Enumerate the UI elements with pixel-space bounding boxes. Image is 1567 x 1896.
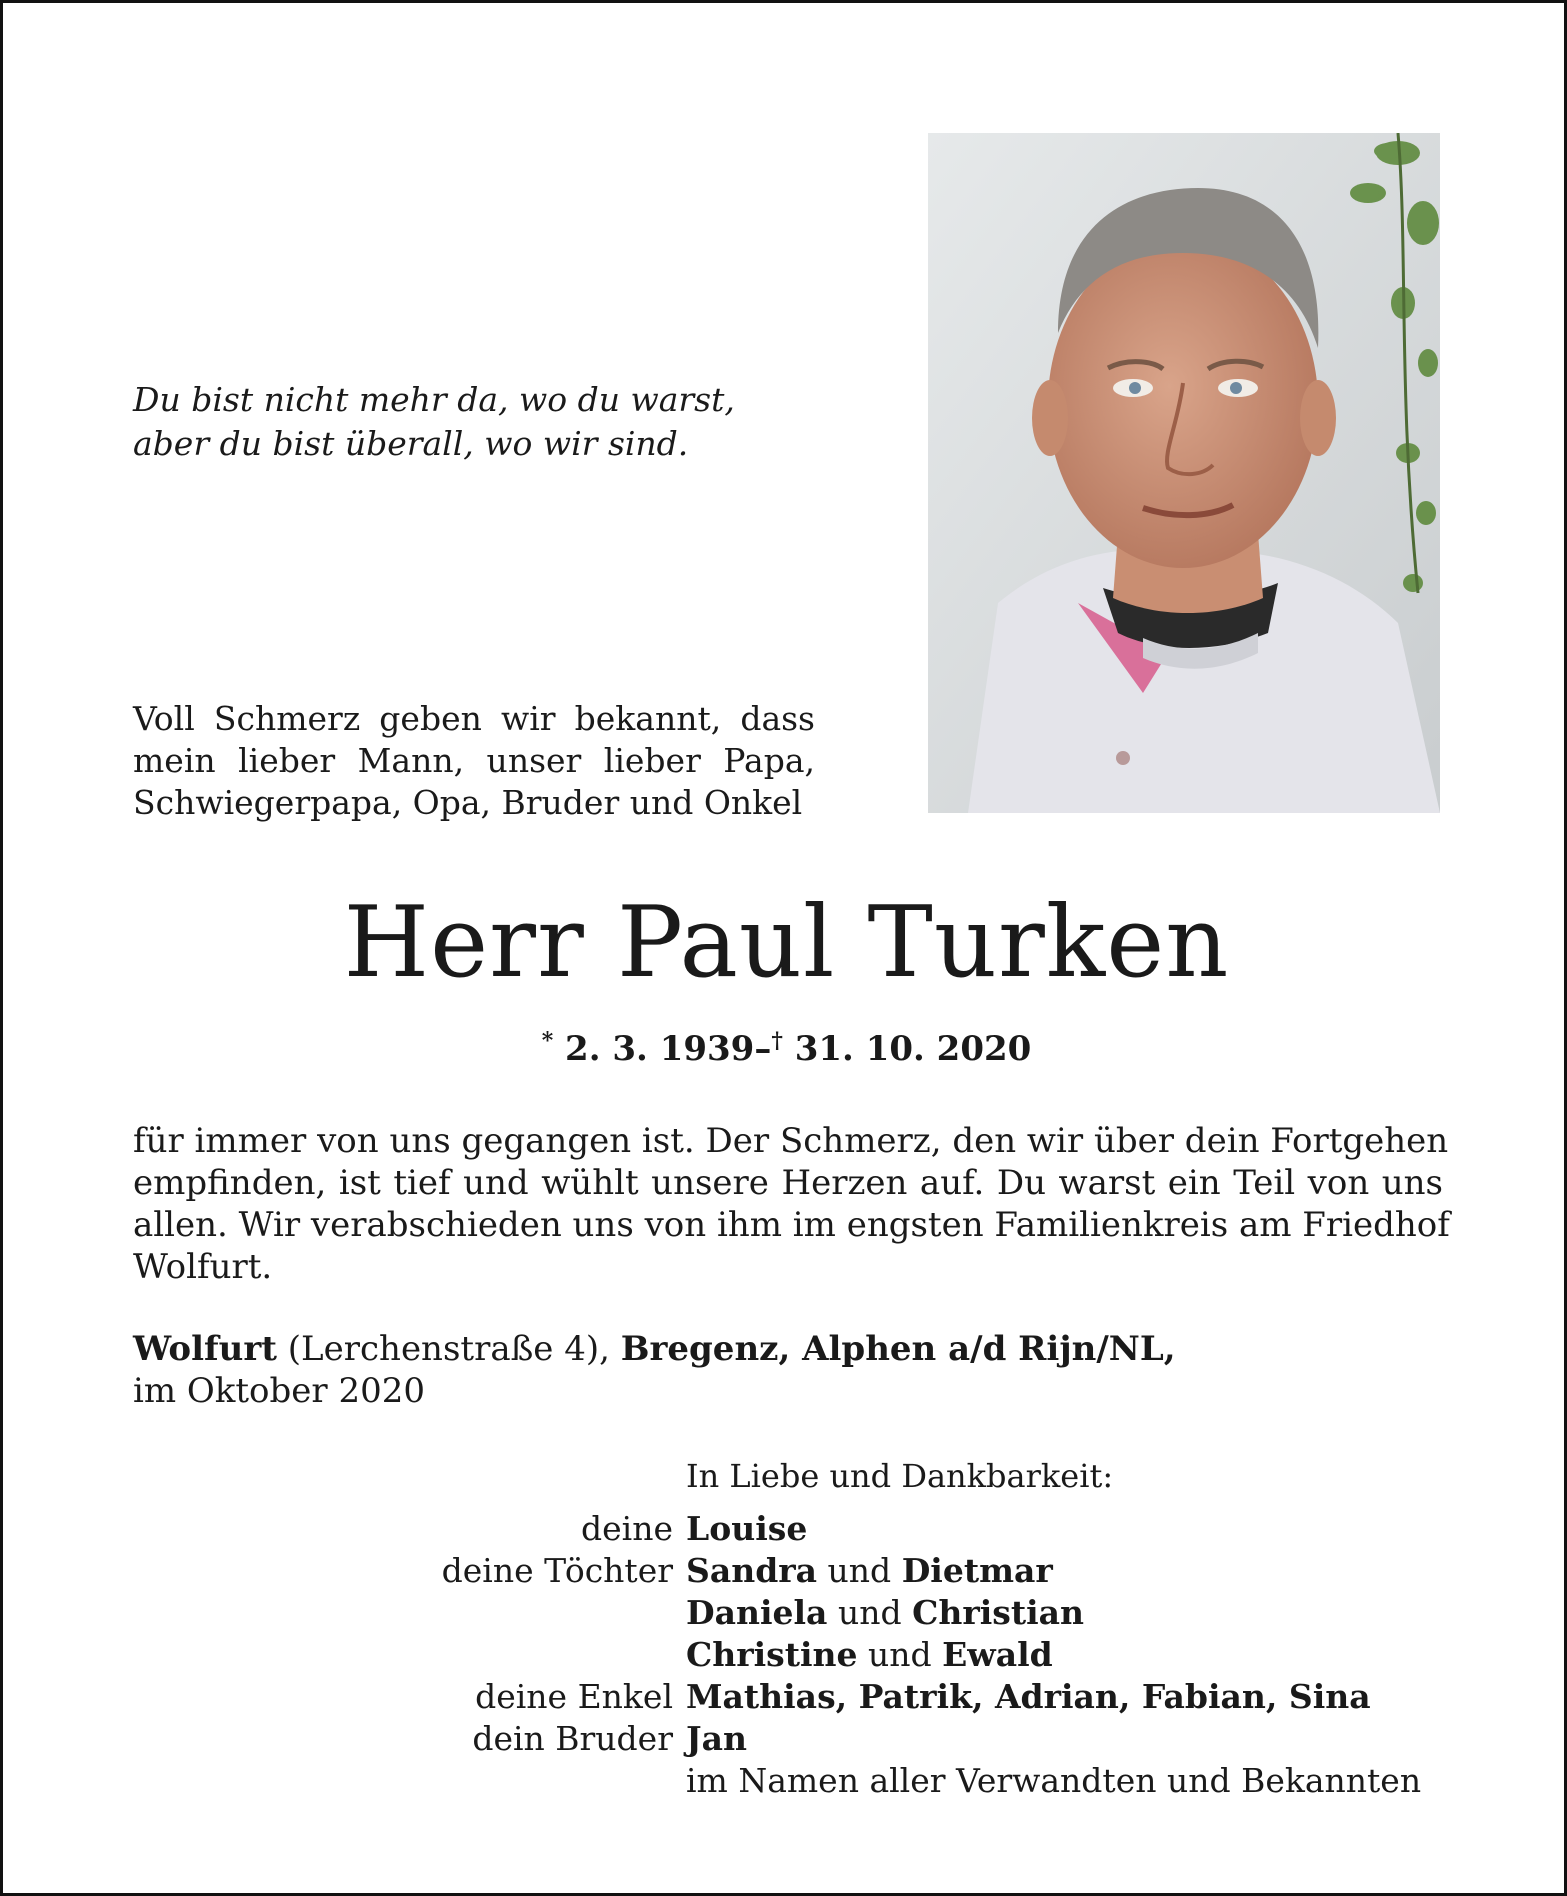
place-town: Wolfurt	[133, 1329, 277, 1369]
death-date: 31. 10. 2020	[794, 1029, 1032, 1069]
intro-line: Schwiegerpapa, Opa, Bruder und Onkel	[133, 783, 803, 822]
signer-row	[3, 1634, 1567, 1676]
signer-connector: und	[817, 1551, 902, 1590]
place-others: Bregenz, Alphen a/d Rijn/NL,	[620, 1329, 1176, 1369]
signer-row	[3, 1718, 1567, 1760]
birth-symbol: *	[541, 1028, 554, 1054]
quote	[133, 378, 753, 466]
death-symbol: †	[771, 1028, 783, 1054]
quote-line: Du bist nicht mehr da, wo du warst,	[133, 380, 735, 419]
place-address: (Lerchenstraße 4),	[287, 1329, 610, 1369]
signer-name: Ewald	[942, 1635, 1053, 1674]
intro-text	[133, 698, 815, 824]
signer-names	[686, 1718, 747, 1760]
signer-names	[686, 1550, 1053, 1592]
intro-line: mein lieber Mann, unser lieber Papa,	[133, 741, 815, 780]
portrait-illustration	[928, 133, 1440, 813]
signer-names	[686, 1634, 1053, 1676]
signers-heading: In Liebe und Dankbarkeit:	[686, 1457, 1114, 1495]
date-separator: –	[754, 1029, 772, 1069]
life-dates	[3, 1018, 1567, 1072]
signer-connector: und	[827, 1593, 913, 1632]
signer-row	[3, 1676, 1567, 1718]
signers-list	[3, 1508, 1567, 1802]
signer-relation: deine Enkel	[475, 1677, 673, 1716]
signer-name: Sandra	[686, 1551, 818, 1590]
signer-name: Dietmar	[901, 1551, 1053, 1590]
portrait-photo	[928, 133, 1440, 813]
signer-relation: deine	[581, 1509, 673, 1548]
body-line: Wolfurt.	[133, 1247, 273, 1287]
birth-date: 2. 3. 1939	[565, 1029, 755, 1069]
signer-names	[686, 1676, 1371, 1718]
quote-line: aber du bist überall, wo wir sind.	[133, 424, 689, 463]
signer-relation: deine Töchter	[441, 1551, 673, 1590]
announcement-body	[133, 1120, 1450, 1288]
signer-name: Christine	[686, 1635, 858, 1674]
signer-row	[3, 1550, 1567, 1592]
signer-row	[3, 1508, 1567, 1550]
signer-row	[3, 1760, 1567, 1802]
signer-names	[686, 1592, 1084, 1634]
place-date: im Oktober 2020	[133, 1371, 426, 1411]
signer-names	[686, 1760, 1421, 1802]
signer-name: Mathias, Patrik, Adrian, Fabian, Sina	[686, 1677, 1371, 1716]
signer-connector: im Namen aller Verwandten und Bekannten	[686, 1761, 1422, 1800]
signer-name: Daniela	[686, 1593, 828, 1632]
body-line: empfinden, ist tief und wühlt unsere Herzen auf. Du warst ein Teil von uns	[133, 1163, 1443, 1203]
signer-relation: dein Bruder	[472, 1719, 673, 1758]
signer-name: Jan	[686, 1719, 747, 1758]
body-line: allen. Wir verabschieden uns von ihm im engsten Familienkreis am Friedhof	[133, 1205, 1450, 1245]
body-line: für immer von uns gegangen ist. Der Schmerz, den wir über dein Fortgehen	[133, 1121, 1449, 1161]
intro-line: Voll Schmerz geben wir bekannt, dass	[133, 699, 815, 738]
signer-names	[686, 1508, 807, 1550]
signer-name: Louise	[686, 1509, 808, 1548]
signer-connector: und	[857, 1635, 943, 1674]
deceased-name: Herr Paul Turken	[343, 886, 1230, 1000]
signer-row	[3, 1592, 1567, 1634]
signer-name: Christian	[912, 1593, 1084, 1632]
place-and-date	[133, 1328, 1453, 1412]
